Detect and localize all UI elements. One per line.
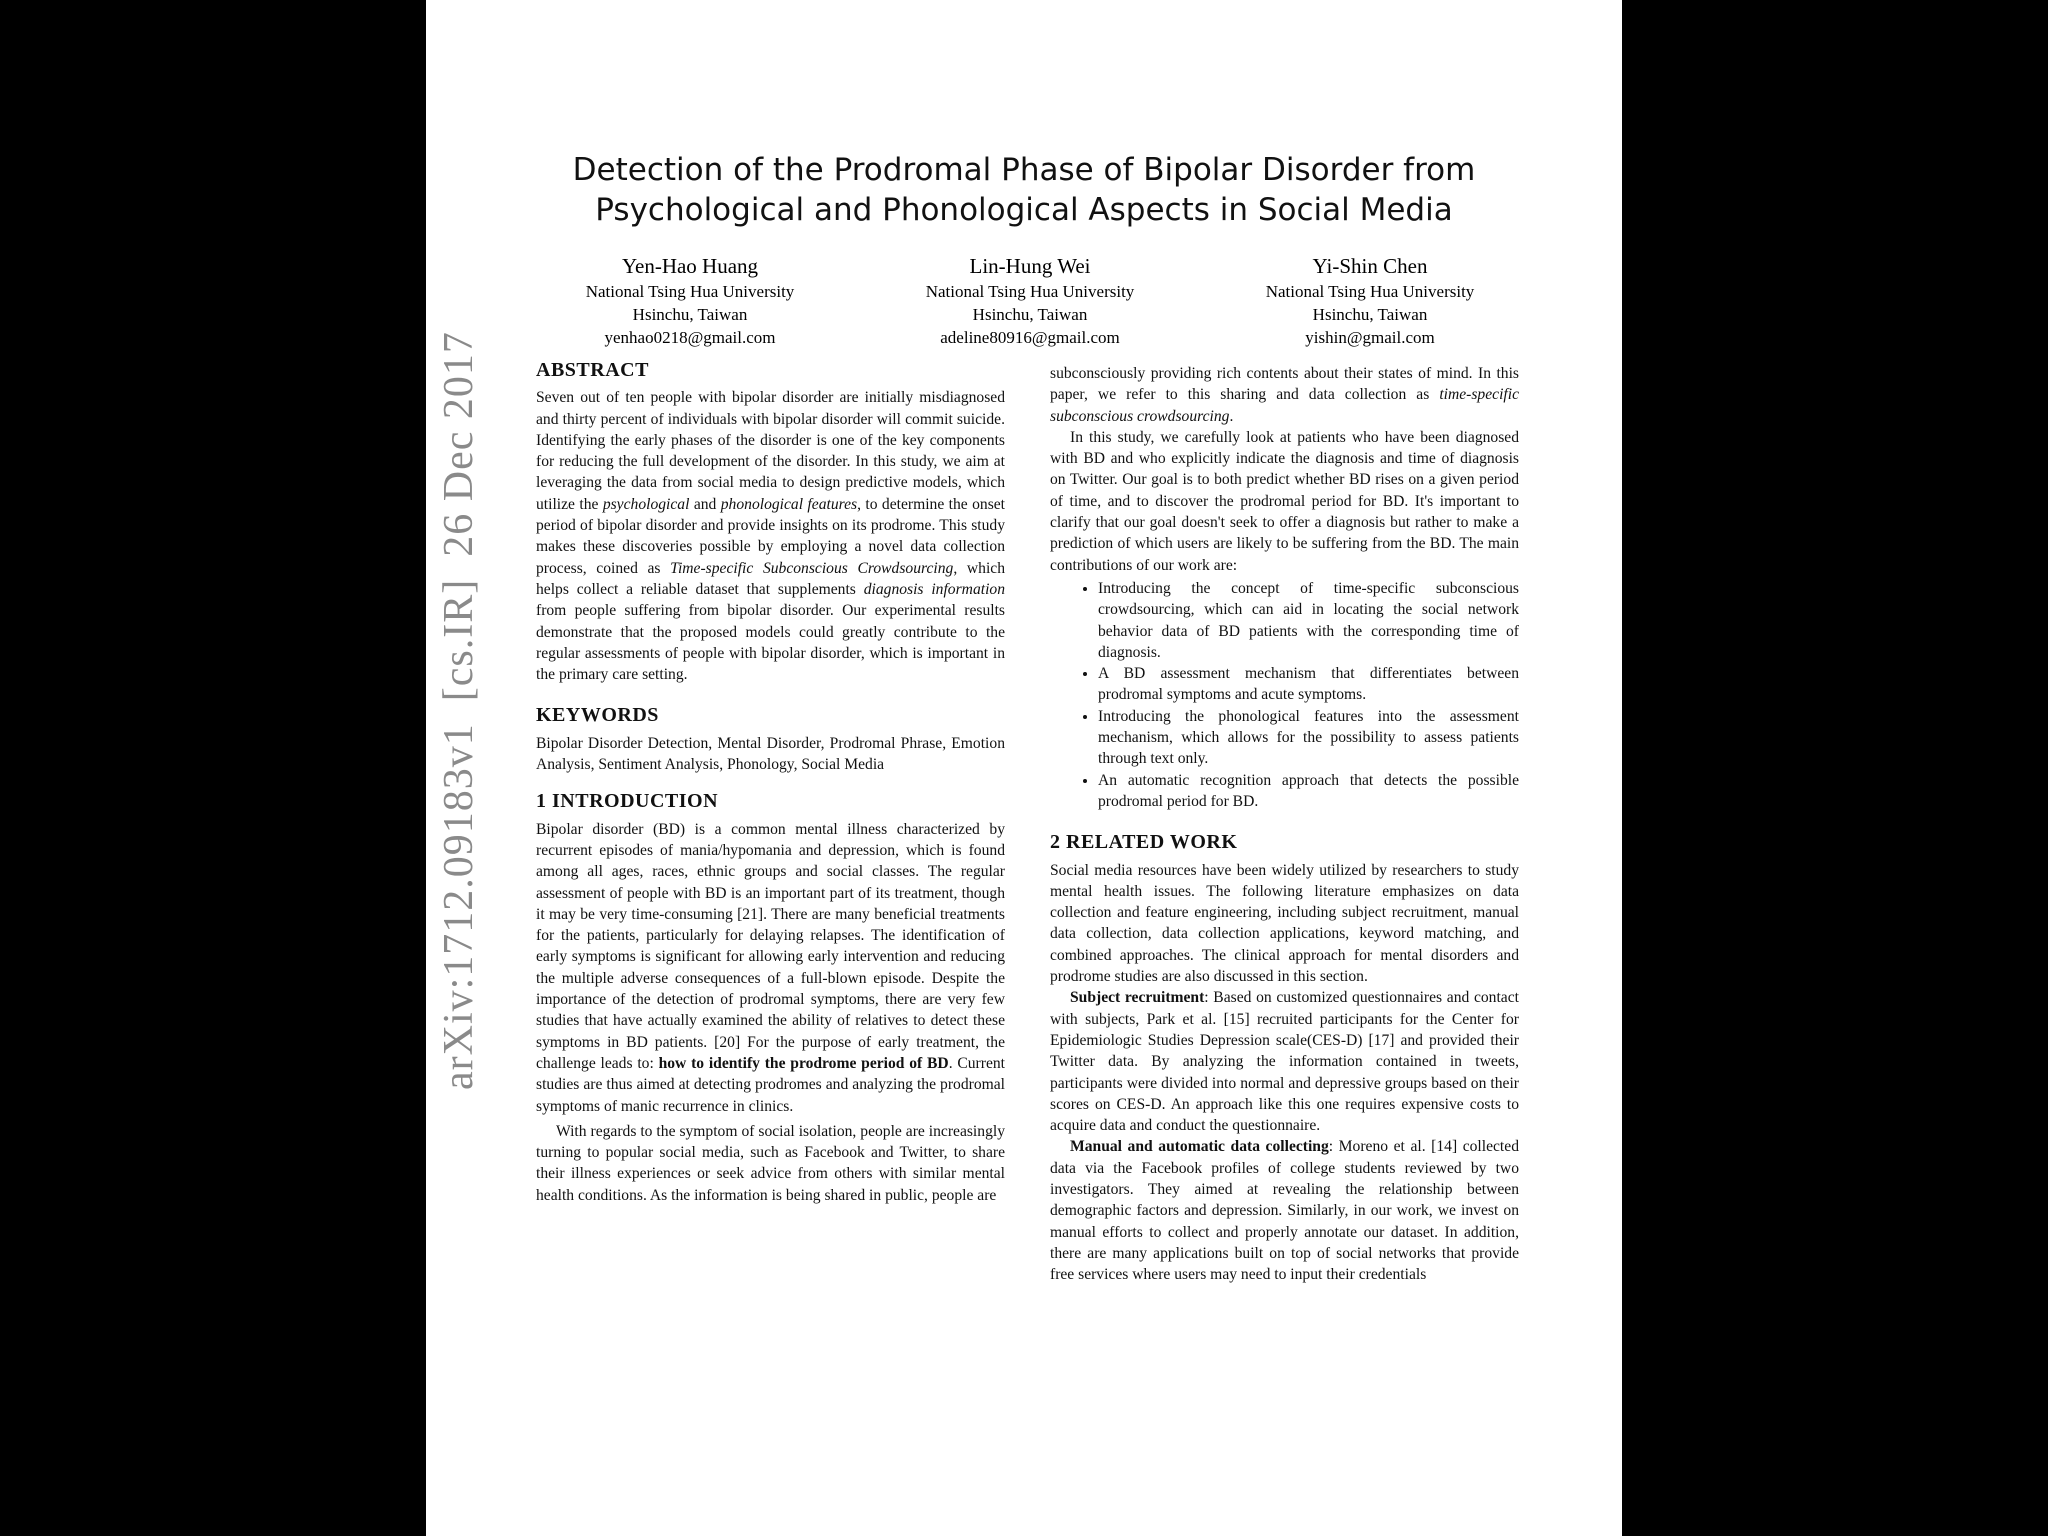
- author-block: [530, 252, 1530, 349]
- paper-title: [426, 150, 1622, 230]
- keywords-heading: KEYWORDS: [536, 704, 659, 727]
- author-3: [1210, 252, 1530, 349]
- contribution-item: • Introducing the concept of time-specific subconscious crowdsourcing, which can aid in locating the social network behavior data of BD patients with the corresponding time of diagnosis.: [1098, 578, 1519, 663]
- author-name: Lin-Hung Wei: [969, 254, 1091, 278]
- right-column: [1050, 363, 1519, 1285]
- contribution-item: • A BD assessment mechanism that differentiates between prodromal symptoms and acute symptoms.: [1098, 663, 1519, 706]
- author-2: [870, 252, 1190, 349]
- author-email: yenhao0218@gmail.com: [604, 328, 776, 347]
- author-location: Hsinchu, Taiwan: [1312, 305, 1428, 324]
- left-column: [536, 360, 1005, 1206]
- introduction-paragraph-1: Bipolar disorder (BD) is a common mental illness characterized by recurrent episodes of mania/hypomania and depression, which is found among all ages, races, ethnic groups and social classes. The regular assessment of people with BD is an important part of its treatment, though it may be very time-consuming [21]. There are many beneficial treatments for the patients, particularly for delaying relapses. The identification of early symptoms is significant for allowing early intervention and reducing the multiple adverse consequences of a full-blown episode. Despite the importance of the detection of prodromal symptoms, there are very few studies that have actually examined the ability of relatives to detect these symptoms in BD patients. [20] For the purpose of early treatment, the challenge leads to: how to identify the prodrome period of BD. Current studies are thus aimed at detecting prodromes and analyzing the prodromal symptoms of manic recurrence in clinics.: [536, 820, 1005, 1115]
- author-location: Hsinchu, Taiwan: [972, 305, 1088, 324]
- related-work-paragraph-1: Social media resources have been widely utilized by researchers to study mental health issues. The following literature emphasizes on data collection and feature engineering, including subject recruitment, manual data collection, data collection applications, keyword matching, and combined approaches. The clinical approach for mental disorders and prodrome studies are also discussed in this section.: [1050, 861, 1519, 986]
- title-line-2: Psychological and Phonological Aspects in Social Media: [595, 192, 1453, 228]
- keywords-text: Bipolar Disorder Detection, Mental Disorder, Prodromal Phrase, Emotion Analysis, Sentiment Analysis, Phonology, Social Media: [536, 734, 1005, 774]
- arxiv-category: [cs.IR]: [436, 578, 482, 702]
- author-name: Yen-Hao Huang: [621, 254, 759, 278]
- title-line-1: Detection of the Prodromal Phase of Bipolar Disorder from: [572, 152, 1476, 188]
- author-affiliation: National Tsing Hua University: [925, 282, 1135, 301]
- contribution-item: • Introducing the phonological features into the assessment mechanism, which allows for the possibility to assess patients through text only.: [1098, 706, 1519, 770]
- introduction-paragraph-2: With regards to the symptom of social isolation, people are increasingly turning to popular social media, such as Facebook and Twitter, to share their illness experiences or seek advice from others with similar mental health conditions. As the information is being shared in public, people are: [536, 1122, 1005, 1204]
- author-1: [530, 252, 850, 349]
- author-email: adeline80916@gmail.com: [940, 328, 1120, 347]
- author-location: Hsinchu, Taiwan: [632, 305, 748, 324]
- contributions-list: [1050, 578, 1519, 812]
- author-affiliation: National Tsing Hua University: [1265, 282, 1475, 301]
- introduction-paragraph-3: subconsciously providing rich contents about their states of mind. In this paper, we refer to this sharing and data collection as time-specific subconscious crowdsourcing.: [1050, 365, 1519, 425]
- arxiv-date: 26 Dec 2017: [436, 331, 482, 557]
- related-work-paragraph-2: Subject recruitment: Based on customized questionnaires and contact with subjects, Park et al. [15] recruited participants for the Center for Epidemiologic Studies Depression scale(CES-D) [17] and provided their Twitter data. By analyzing the information contained in tweets, participants were divided into normal and depressive groups based on their scores on CES-D. An approach like this one requires expensive costs to acquire data and conduct the questionnaire.: [1050, 989, 1519, 1135]
- abstract-heading: ABSTRACT: [536, 359, 649, 381]
- introduction-paragraph-4: In this study, we carefully look at patients who have been diagnosed with BD and who explicitly indicate the diagnosis and time of diagnosis on Twitter. Our goal is to both predict whether BD rises on a given period of time, and to discover the prodromal period for BD. It's important to clarify that our goal doesn't seek to offer a diagnosis but rather to make a prediction of which users are likely to be suffering from the BD. The main contributions of our work are:: [1050, 428, 1519, 574]
- introduction-heading: 1 INTRODUCTION: [536, 790, 719, 813]
- abstract-text: Seven out of ten people with bipolar disorder are initially misdiagnosed and thirty percent of individuals with bipolar disorder will commit suicide. Identifying the early phases of the disorder is one of the key components for reducing the full development of the disorder. In this study, we aim at leveraging the data from social media to design predictive models, which utilize the psychological and phonological features, to determine the onset period of bipolar disorder and provide insights on its prodrome. This study makes these discoveries possible by employing a novel data collection process, coined as Time-specific Subconscious Crowdsourcing, which helps collect a reliable dataset that supplements diagnosis information from people suffering from bipolar disorder. Our experimental results demonstrate that the proposed models could greatly contribute to the regular assessments of people with bipolar disorder, which is important in the primary care setting.: [536, 389, 1006, 684]
- arxiv-id: arXiv:1712.09183v1: [436, 723, 482, 1090]
- arxiv-stamp: [435, 331, 525, 1090]
- author-affiliation: National Tsing Hua University: [585, 282, 795, 301]
- related-work-paragraph-3: Manual and automatic data collecting: Moreno et al. [14] collected data via the Facebook profiles of college students reviewed by two investigators. They aimed at revealing the relationship between demographic factors and depression. Similarly, in our work, we invest on manual efforts to collect and properly annotate our dataset. In addition, there are many applications built on top of social networks that provide free services where users may need to input their credentials: [1050, 1138, 1519, 1284]
- author-email: yishin@gmail.com: [1305, 328, 1435, 347]
- contribution-item: • An automatic recognition approach that detects the possible prodromal period for BD.: [1098, 770, 1519, 813]
- author-name: Yi-Shin Chen: [1312, 254, 1428, 278]
- related-work-heading: 2 RELATED WORK: [1050, 831, 1238, 854]
